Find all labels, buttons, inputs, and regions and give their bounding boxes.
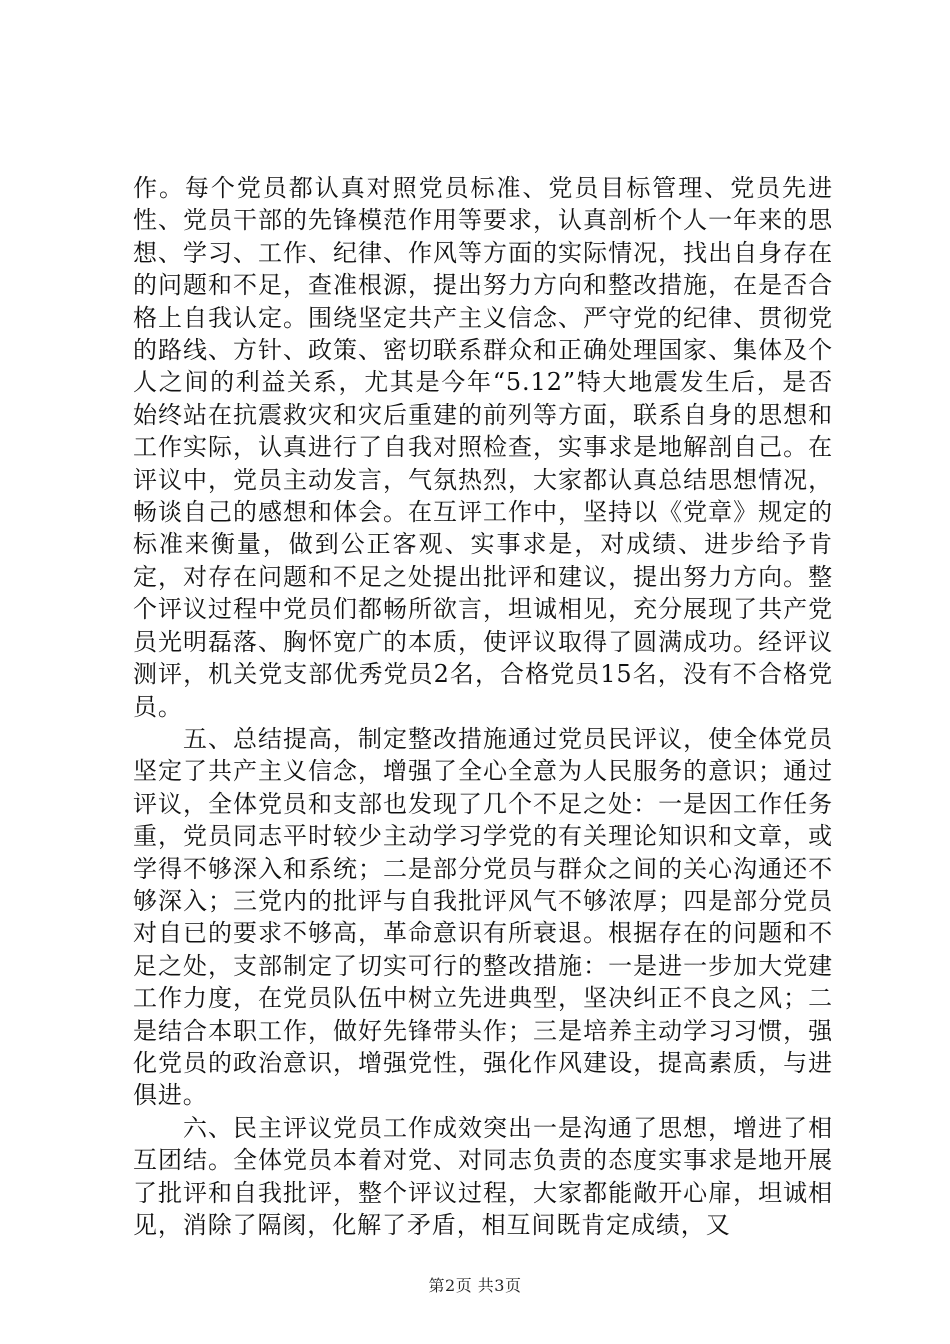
- document-body: [133, 172, 833, 1241]
- paragraph-continuation: 作。每个党员都认真对照党员标准、党员目标管理、党员先进性、党员干部的先锋模范作用等要求，认真剖析个人一年来的思想、学习、工作、纪律、作风等方面的实际情况，找出自身存在的问题和不足，查准根源，提出努力方向和整改措施，在是否合格上自我认定。围绕坚定共产主义信念、严守党的纪律、贯彻党的路线、方针、政策、密切联系群众和正确处理国家、集体及个人之间的利益关系，尤其是今年“5.12”特大地震发生后，是否始终站在抗震救灾和灾后重建的前列等方面，联系自身的思想和工作实际，认真进行了自我对照检查，实事求是地解剖自己。在评议中，党员主动发言，气氛热烈，大家都认真总结思想情况，畅谈自己的感想和体会。在互评工作中，坚持以《党章》规定的标准来衡量，做到公正客观、实事求是，对成绩、进步给予肯定，对存在问题和不足之处提出批评和建议，提出努力方向。整个评议过程中党员们都畅所欲言，坦诚相见，充分展现了共产党员光明磊落、胸怀宽广的本质，使评议取得了圆满成功。经评议测评，机关党支部优秀党员2名，合格党员15名，没有不合格党员。: [133, 174, 833, 721]
- page-number-footer: 第2页 共3页: [428, 1276, 522, 1295]
- paragraph-section-five: 五、总结提高，制定整改措施通过党员民评议，使全体党员坚定了共产主义信念，增强了全心全意为人民服务的意识；通过评议，全体党员和支部也发现了几个不足之处：一是因工作任务重，党员同志平时较少主动学习学党的有关理论知识和文章，或学得不够深入和系统；二是部分党员与群众之间的关心沟通还不够深入；三党内的批评与自我批评风气不够浓厚；四是部分党员对自已的要求不够高，革命意识有所衰退。根据存在的问题和不足之处，支部制定了切实可行的整改措施：一是进一步加大党建工作力度，在党员队伍中树立先进典型，坚决纠正不良之风；二是结合本职工作，做好先锋带头作；三是培养主动学习习惯，强化党员的政治意识，增强党性，强化作风建设，提高素质，与进俱进。: [133, 724, 833, 1110]
- paragraph-section-six: 六、民主评议党员工作成效突出一是沟通了思想，增进了相互团结。全体党员本着对党、对同志负责的态度实事求是地开展了批评和自我批评，整个评议过程，大家都能敞开心扉，坦诚相见，消除了隔阂，化解了矛盾，相互间既肯定成绩，又: [133, 1113, 833, 1239]
